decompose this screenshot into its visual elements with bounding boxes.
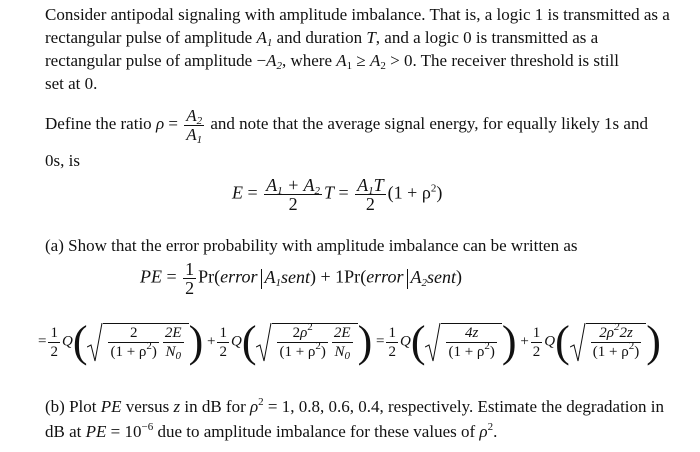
para1-line2 [45,27,598,49]
para2-line2: 0s, is [45,151,80,170]
text-frag: rectangular pulse of amplitude [45,51,257,70]
math-A1: $A_1$ [256,28,273,49]
energy-equation: E = $\frac{A_1 + A_2}{2}$ T = $\frac{A_1T}{2}$ $(1 + \rho^2)$ [232,175,443,214]
text-frag: , where [281,51,337,70]
pe-equation: PE = $\frac{1}{2}$ Pr(error $A_1sent$) + 1Pr(error $A_2sent$) [140,259,463,298]
math-T: T [366,28,376,47]
text-frag: Define the ratio [45,114,156,133]
text-frag: , and a logic 0 is transmitted as a [375,28,599,47]
text-frag: rectangular pulse of amplitude [45,28,257,47]
part-b-line2: dB at PE = $10^{-6}$ due to amplitude imbalance for these values of $\rho^2$. [45,421,498,441]
para1-line4: set at 0. [45,74,98,93]
text-frag: and duration [272,28,367,47]
math-condition: $A_1 \ge A_2 > 0$ [336,51,413,72]
text-frag: . The receiver threshold is still [412,51,619,70]
math-negA2: $-A_2$ [256,51,282,72]
para1-line3 [45,50,619,72]
ratio-fraction: $\frac{A_2}{A_1}$ [186,105,203,146]
para1-line1: Consider antipodal signaling with amplitude imbalance. That is, a logic 1 is transmitted as a [45,5,670,24]
part-a: (a) Show that the error probability with amplitude imbalance can be written as [45,236,578,255]
math-rho: ρ [155,114,165,133]
q-expression: = $\frac{1}{2}$ Q( $\frac{2}{(1 + \rho^2)}$ $\frac{2E}{N_0}$ ) + $\frac{1}{2}$ Q( $\frac{2\rho^2}{(1 + \rho^2)}$ $\frac{2E}{N_0}$ ) = $\frac{1}{2}$ Q( $\frac{4z}{(1 + \rho^2)}$ ) + $\frac{1}{2}$ Q( $\frac{2\rho^22z}{(1 + \rho^2)}$ ) [38,317,661,366]
part-b-line1: (b) Plot PE versus z in dB for $\rho^2 = 1$, 0.8, 0.6, 0.4, respectively. Estimate the degradation in [45,396,664,416]
text-frag: and note that the average signal energy, for equally likely 1s and [210,114,648,133]
para2-line1: Define the ratio ρ = $\frac{A_2}{A_1}$ and note that the average signal energy, for equally likely 1s and [45,105,648,146]
